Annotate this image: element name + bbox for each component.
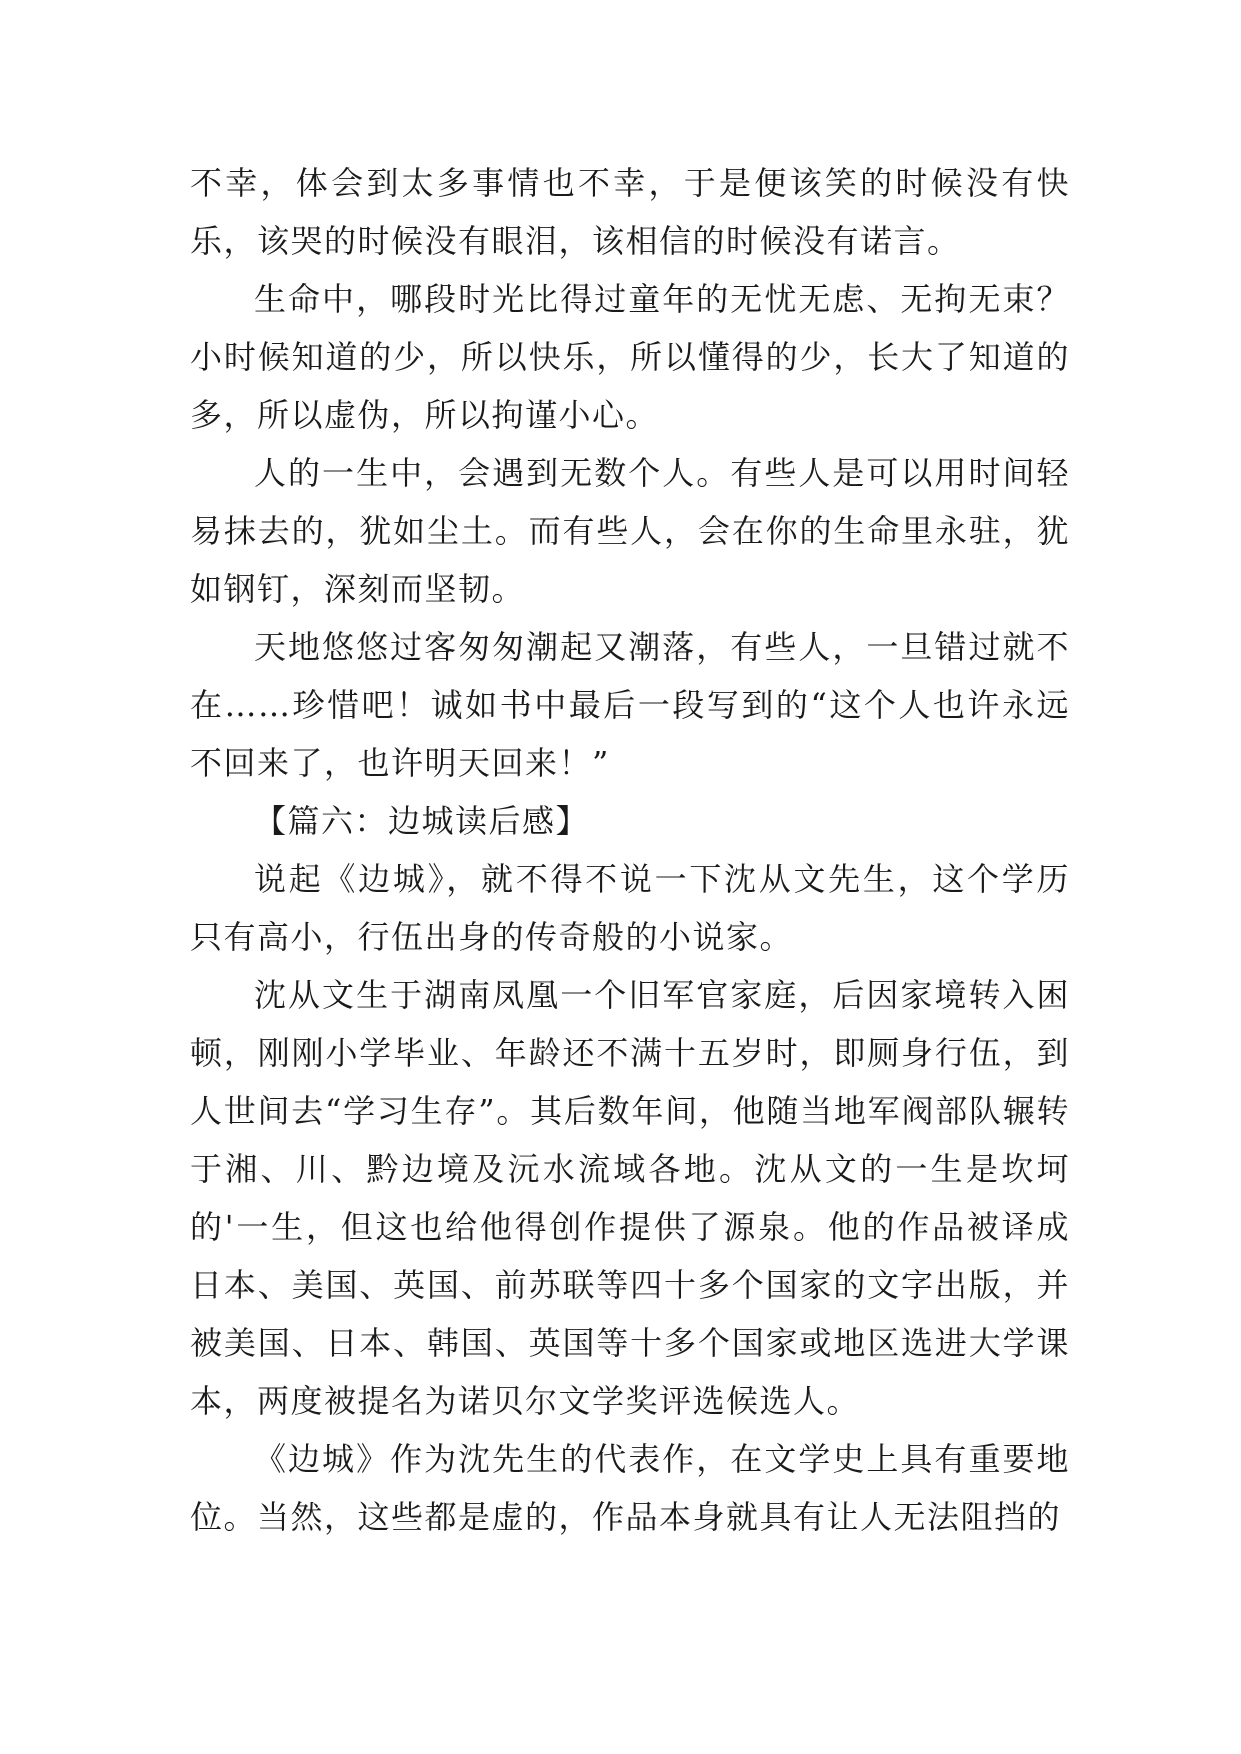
paragraph-people: 人的一生中，会遇到无数个人。有些人是可以用时间轻易抹去的，犹如尘土。而有些人，会在你的生命里永驻，犹如钢钉，深刻而坚韧。	[190, 454, 1070, 608]
paragraph-continuation: 不幸，体会到太多事情也不幸，于是便该笑的时候没有快乐，该哭的时候没有眼泪，该相信的时候没有诺言。	[190, 164, 1070, 260]
paragraph-cherish: 天地悠悠过客匆匆潮起又潮落，有些人，一旦错过就不在……珍惜吧！诚如书中最后一段写到的“这个人也许永远不回来了，也许明天回来！”	[190, 628, 1070, 782]
paragraph-biography: 沈从文生于湖南凤凰一个旧军官家庭，后因家境转入困顿，刚刚小学毕业、年龄还不满十五岁时，即厕身行伍，到人世间去“学习生存”。其后数年间，他随当地军阀部队辗转于湘、川、黔边境及沅水流域各地。沈从文的一生是坎坷的'一生，但这也给他得创作提供了源泉。他的作品被译成日本、美国、英国、前苏联等四十多个国家的文字出版，并被美国、日本、韩国、英国等十多个国家或地区选进大学课本，两度被提名为诺贝尔文学奖评选候选人。	[190, 976, 1070, 1420]
paragraph-masterpiece: 《边城》作为沈先生的代表作，在文学史上具有重要地位。当然，这些都是虚的，作品本身就具有让人无法阻挡的	[190, 1440, 1070, 1536]
section-heading: 【篇六：边城读后感】	[254, 802, 590, 840]
paragraph-intro: 说起《边城》，就不得不说一下沈从文先生，这个学历只有高小，行伍出身的传奇般的小说家。	[190, 860, 1070, 956]
document-body	[190, 154, 1070, 1546]
paragraph-childhood: 生命中，哪段时光比得过童年的无忧无虑、无拘无束？小时候知道的少，所以快乐，所以懂得的少，长大了知道的多，所以虚伪，所以拘谨小心。	[190, 280, 1070, 434]
